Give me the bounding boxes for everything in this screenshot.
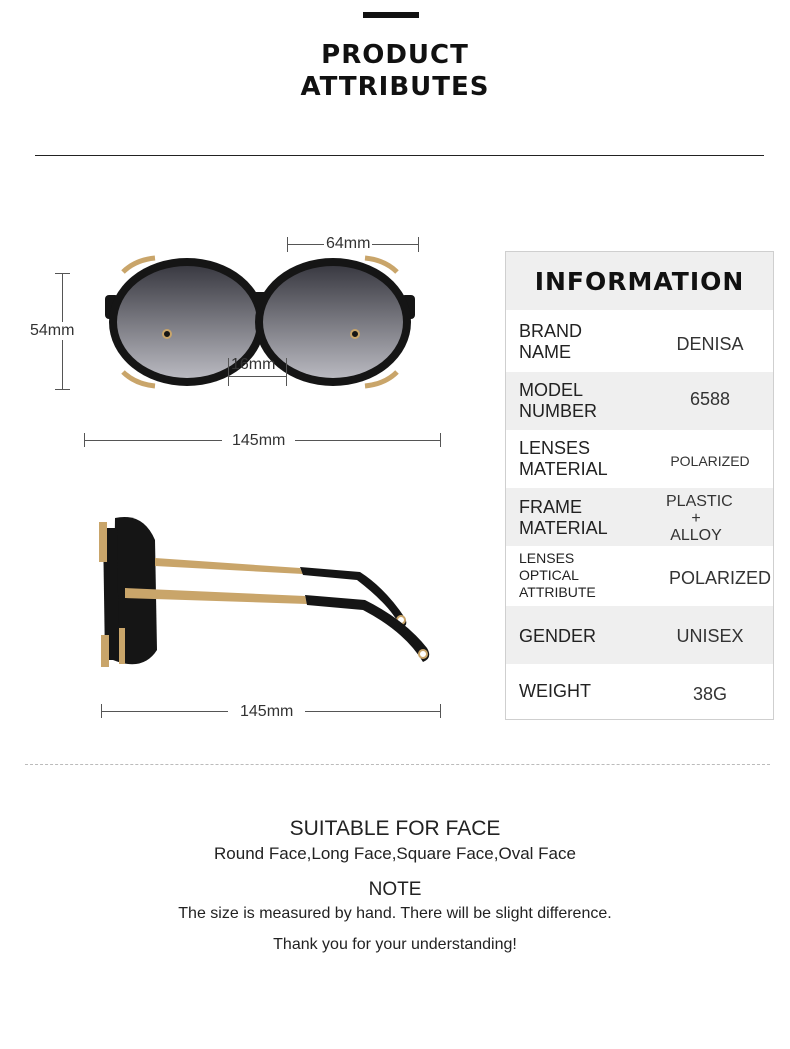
row-label: MODEL NUMBER bbox=[519, 380, 598, 421]
suitable-face-title: SUITABLE FOR FACE bbox=[289, 817, 501, 840]
section-divider bbox=[25, 764, 770, 765]
row-value: UNISEX bbox=[676, 626, 744, 646]
top-accent-bar bbox=[363, 12, 419, 18]
table-row-brand-name bbox=[506, 310, 773, 372]
note-text: The size is measured by hand. There will be slight difference. bbox=[178, 905, 612, 922]
table-row-lenses-optical-attribute bbox=[506, 546, 773, 606]
row-value: DENISA bbox=[676, 334, 744, 354]
row-value: POLARIZED bbox=[668, 568, 772, 588]
note-title: NOTE bbox=[368, 879, 422, 900]
suitable-face-text: Round Face,Long Face,Square Face,Oval Face bbox=[214, 844, 576, 863]
title-divider bbox=[35, 155, 764, 156]
temple-length-label: 145mm bbox=[228, 703, 305, 721]
table-row-model-number bbox=[506, 372, 773, 430]
row-value: 38G bbox=[692, 684, 728, 704]
sunglasses-side-image bbox=[95, 510, 440, 675]
table-row-weight bbox=[506, 664, 773, 719]
row-value: PLASTIC + ALLOY bbox=[666, 493, 733, 544]
table-row-frame-material bbox=[506, 488, 773, 546]
row-label: FRAME MATERIAL bbox=[519, 497, 608, 538]
information-title: INFORMATION bbox=[506, 252, 773, 310]
row-label: WEIGHT bbox=[519, 681, 591, 701]
front-width-label: 145mm bbox=[222, 432, 295, 450]
page-title-line1: PRODUCT bbox=[321, 40, 469, 70]
sunglasses-front-image bbox=[95, 250, 425, 400]
bridge-line bbox=[228, 376, 287, 377]
lens-height-label: 54mm bbox=[30, 322, 75, 339]
bridge-tick-right bbox=[286, 358, 287, 386]
thanks-text: Thank you for your understanding! bbox=[273, 936, 517, 953]
row-label: LENSES MATERIAL bbox=[519, 438, 608, 479]
row-value: 6588 bbox=[689, 389, 731, 409]
page-title-line2: ATTRIBUTES bbox=[300, 72, 490, 102]
table-row-gender bbox=[506, 606, 773, 664]
row-value: POLARIZED bbox=[670, 453, 750, 469]
bridge-label: 16mm bbox=[231, 356, 276, 373]
table-row-lenses-material bbox=[506, 430, 773, 488]
row-label: GENDER bbox=[519, 626, 597, 646]
information-table bbox=[505, 251, 774, 720]
row-label: BRAND NAME bbox=[519, 321, 583, 362]
row-label: LENSES OPTICAL ATTRIBUTE bbox=[519, 550, 596, 600]
lens-width-label: 64mm bbox=[326, 235, 371, 252]
